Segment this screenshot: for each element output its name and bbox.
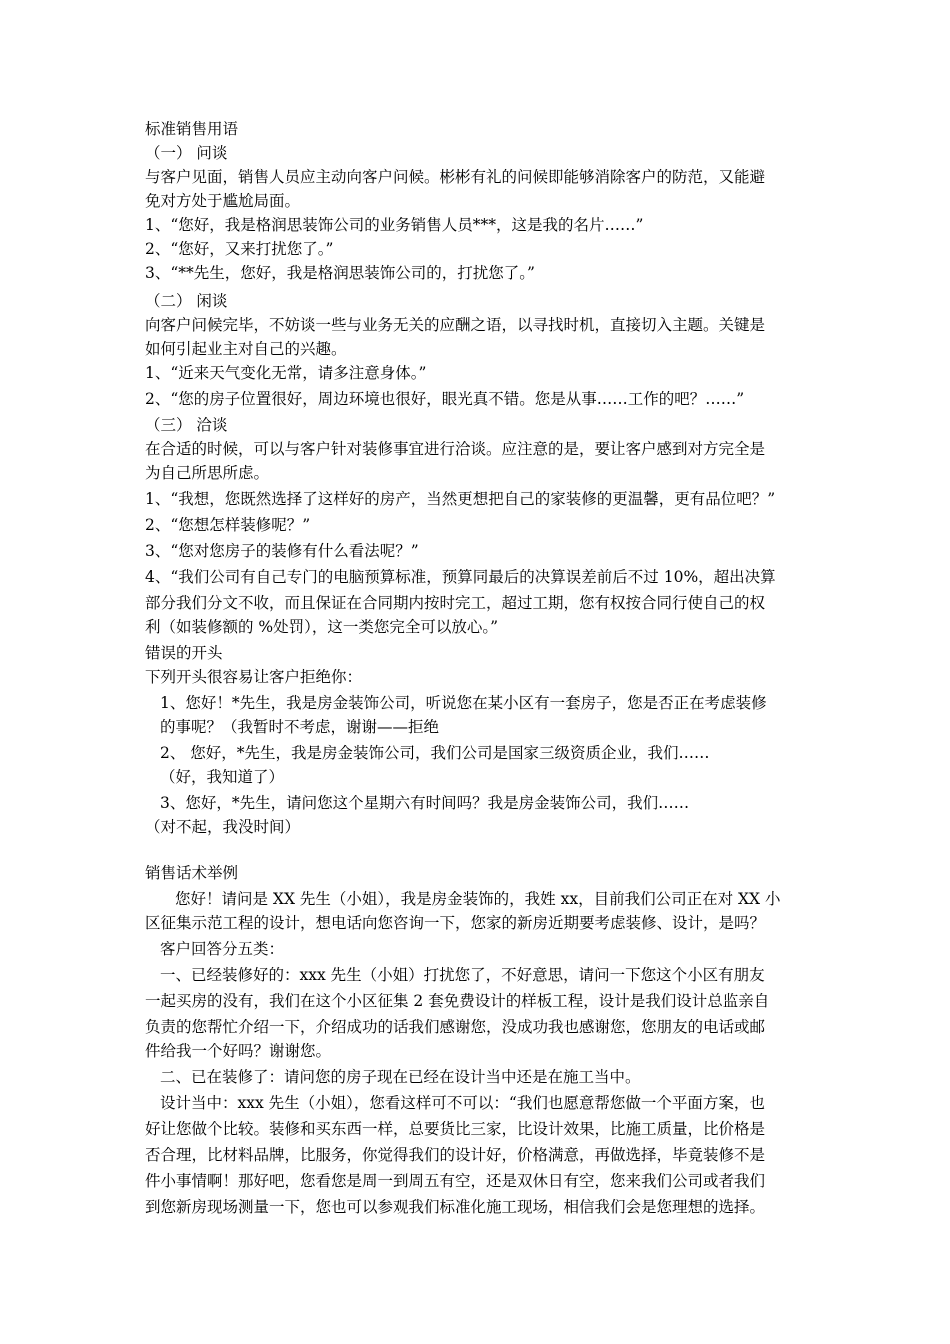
list-item-continued: 利（如装修额的 %处罚），这一类您完全可以放心。”	[145, 618, 499, 636]
list-item: 1、“近来天气变化无常，请多注意身体。”	[145, 364, 427, 382]
list-item: 2、“您的房子位置很好，周边环境也很好，眼光真不错。您是从事……工作的吧？……”	[145, 390, 745, 408]
section-heading: （三） 洽谈	[145, 416, 228, 434]
list-item: 1、“您好，我是格润思装饰公司的业务销售人员***，这是我的名片……”	[145, 216, 644, 234]
list-item-continued: 的事呢？（我暂时不考虑，谢谢——拒绝	[160, 718, 440, 736]
paragraph-line: 否合理，比材料品牌，比服务，你觉得我们的设计好，价格满意，再做选择，毕竟装修不是	[145, 1146, 766, 1164]
paragraph-line: 如何引起业主对自己的兴趣。	[145, 340, 347, 358]
paragraph-line: 一起买房的没有，我们在这个小区征集 2 套免费设计的样板工程，设计是我们设计总监亲自	[145, 992, 770, 1010]
list-item: 4、“我们公司有自己专门的电脑预算标准，预算同最后的决算误差前后不过 10%，超出决算	[145, 568, 776, 586]
paragraph-line: 好让您做个比较。装修和买东西一样，总要货比三家，比设计效果，比施工质量，比价格是	[145, 1120, 766, 1138]
paragraph-line: 您好！请问是 XX 先生（小姐），我是房金装饰的，我姓 xx，目前我们公司正在对 XX 小	[175, 890, 781, 908]
document-title: 标准销售用语	[145, 120, 239, 138]
section-heading: 销售话术举例	[145, 864, 239, 882]
paragraph-line: 免对方处于尴尬局面。	[145, 192, 301, 210]
paragraph-line: 到您新房现场测量一下，您也可以参观我们标准化施工现场，相信我们会是您理想的选择。	[145, 1198, 766, 1216]
section-heading: 错误的开头	[145, 644, 223, 662]
list-item-continued: （对不起，我没时间）	[145, 818, 301, 836]
paragraph-line: 区征集示范工程的设计，想电话向您咨询一下，您家的新房近期要考虑装修、设计，是吗？	[145, 914, 766, 932]
paragraph-line: 二、已在装修了：请问您的房子现在已经在设计当中还是在施工当中。	[160, 1068, 641, 1086]
list-item: 3、“**先生，您好，我是格润思装饰公司的，打扰您了。”	[145, 264, 535, 282]
list-item: 2、“您想怎样装修呢？”	[145, 516, 311, 534]
list-item: 3、“您对您房子的装修有什么看法呢？”	[145, 542, 419, 560]
list-item-continued: 部分我们分文不收，而且保证在合同期内按时完工，超过工期，您有权按合同行使自己的权	[145, 594, 766, 612]
section-heading: （一） 问谈	[145, 144, 228, 162]
paragraph-line: 下列开头很容易让客户拒绝你：	[145, 668, 363, 686]
paragraph-line: 设计当中：xxx 先生（小姐），您看这样可不可以：“我们也愿意帮您做一个平面方案，也	[160, 1094, 765, 1112]
paragraph-line: 为自己所思所虑。	[145, 464, 270, 482]
paragraph-line: 负责的您帮忙介绍一下，介绍成功的话我们感谢您，没成功我也感谢您，您朋友的电话或邮	[145, 1018, 766, 1036]
paragraph-line: 在合适的时候，可以与客户针对装修事宜进行洽谈。应注意的是，要让客户感到对方完全是	[145, 440, 766, 458]
paragraph-line: 与客户见面，销售人员应主动向客户问候。彬彬有礼的问候即能够消除客户的防范，又能避	[145, 168, 766, 186]
section-heading: （二） 闲谈	[145, 292, 228, 310]
paragraph-line: 客户回答分五类：	[160, 940, 285, 958]
list-item: 3、您好，*先生，请问您这个星期六有时间吗？我是房金装饰公司，我们……	[160, 794, 690, 812]
paragraph-line: 一、已经装修好的：xxx 先生（小姐）打扰您了，不好意思，请问一下您这个小区有朋友	[160, 966, 765, 984]
paragraph-line: 件小事情啊！那好吧，您看您是周一到周五有空，还是双休日有空，您来我们公司或者我们	[145, 1172, 766, 1190]
list-item-continued: （好，我知道了）	[160, 768, 285, 786]
list-item: 1、“我想，您既然选择了这样好的房产，当然更想把自己的家装修的更温馨，更有品位吧？”	[145, 490, 776, 508]
list-item: 1、您好！*先生，我是房金装饰公司，听说您在某小区有一套房子，您是否正在考虑装修	[160, 694, 767, 712]
paragraph-line: 件给我一个好吗？谢谢您。	[145, 1042, 332, 1060]
list-item: 2、“您好，又来打扰您了。”	[145, 240, 334, 258]
list-item: 2、 您好，*先生，我是房金装饰公司，我们公司是国家三级资质企业，我们……	[160, 744, 710, 762]
paragraph-line: 向客户问候完毕，不妨谈一些与业务无关的应酬之语，以寻找时机，直接切入主题。关键是	[145, 316, 766, 334]
